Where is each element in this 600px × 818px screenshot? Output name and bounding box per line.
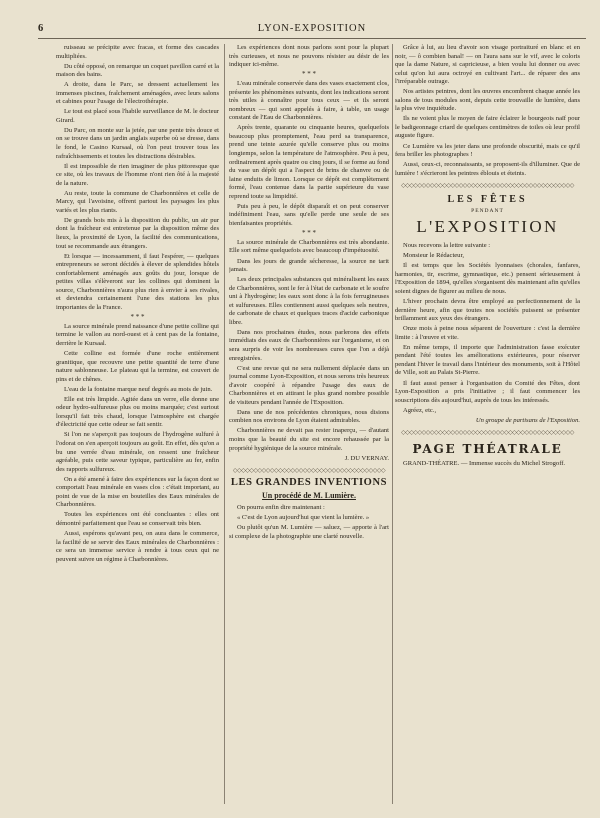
fetes-heading: LES FÊTES xyxy=(447,194,528,206)
paragraph: Du Parc, on monte sur la jetée, par une pente très douce et on se trouve dans un jardin anglais superbe où se dresse, dans le fond, le Casino Kursaal, où l'on peut trouver tous les rafraîchissements et toutes les distractions désirables. xyxy=(56,126,219,160)
paragraph: Du côté opposé, on remarque un coquet pavillon carré et la maison des bains. xyxy=(56,62,219,79)
inventions-article xyxy=(229,504,389,541)
column-2 xyxy=(229,44,389,808)
paragraph: Agréez, etc., xyxy=(403,406,437,414)
charbonnieres-article-part1 xyxy=(56,44,219,312)
ornamental-divider: ◇◇◇◇◇◇◇◇◇◇◇◇◇◇◇◇◇◇◇◇◇◇◇◇◇◇◇◇◇◇◇◇◇◇◇◇◇ xyxy=(232,468,386,475)
paragraph: On pourra enfin dire maintenant : xyxy=(237,504,325,512)
journal-title: LYON-EXPOSITION xyxy=(257,22,367,34)
paragraph: Dans une de nos précédentes chroniques, nous disions combien nos environs de Lyon étaient admirables. xyxy=(229,408,389,425)
paragraph: Au reste, toute la commune de Charbonnières et celle de Marcy, qui l'avoisine, offrent partout les paysages les plus variés et les plus riants. xyxy=(56,189,219,214)
paragraph: On a été amené à faire des expériences sur la façon dont se comportait l'eau minérale en vases clos : c'était important, au point de vue de la mise en bouteilles des Eaux minérales de Charbonnières. xyxy=(56,475,219,509)
column-3 xyxy=(395,44,580,808)
inventions-heading: LES GRANDES INVENTIONS xyxy=(230,477,388,489)
paragraph: Après trente, quarante ou cinquante heures, quelquefois beaucoup plus promptement, l'eau perd sa transparence, prend une teinte azurée qu'elle conserve plus ou moins longtemps, selon la température de l'atmosphère. Peu à peu, ordinairement après quatre ou cinq jours, il se forme au fond du vase un dépôt qui a l'aspect de brins de chanvre ou de laine enduits de limon. Lorsque ce dépôt est complètement formé, l'eau contenue dans la partie supérieure du vase reprend toute sa limpidité. xyxy=(229,124,389,200)
section-asterism: * * * xyxy=(302,228,316,237)
paragraph: Il faut aussi penser à l'organisation du Comité des Fêtes, dont Lyon-Exposition a pris l'initiative ; il faut commencer les souscriptions dès aujourd'hui, auprès de tous les intéressés. xyxy=(395,379,580,404)
letter-signature: Un groupe de partisans de l'Exposition. xyxy=(475,416,580,424)
paragraph: Ou plutôt qu'un M. Lumière — saluez, — apporte à l'art si complexe de la photographie une clarté nouvelle. xyxy=(229,524,389,540)
page-header xyxy=(38,18,586,39)
paragraph: La source minérale prend naissance d'une petite colline qui termine le vallon au nord-ouest et à cent pas de la fontaine, derrière le Kursaal. xyxy=(56,322,219,347)
paragraph: En même temps, il importe que l'administration fasse exécuter pendant l'été toutes les améliorations extérieures, pour réserver pendant l'hiver le travail dans l'intérieur des monuments, soit à l'Hôtel de Ville, soit au Palais St-Pierre. xyxy=(395,343,580,377)
fetes-exposition-title: L'EXPOSITION xyxy=(416,217,559,237)
column-1 xyxy=(56,44,219,808)
paragraph: Ce Lumière va les jeter dans une profonde obscurité, mais ce qu'il fera briller les photographes ! xyxy=(395,142,580,159)
paragraph: Monsieur le Rédacteur, xyxy=(403,252,465,260)
paragraph: De grands bois mis à la disposition du public, un air pur dont la fraîcheur est entretenue par la disposition même des lieux, la proximité de Lyon, la facilité des communications, tout se recommande aux étrangers. xyxy=(56,216,219,250)
paragraph: Les expériences dont nous parlons sont pour la plupart très curieuses, et nous ne pouvons résister au désir de les indiquer ici-même. xyxy=(229,44,389,69)
paragraph: Le tout est placé sous l'habile surveillance de M. le docteur Girard. xyxy=(56,108,219,124)
inventions-subheading: Un procédé de M. Lumière. xyxy=(262,490,356,500)
ornamental-divider: ◇◇◇◇◇◇◇◇◇◇◇◇◇◇◇◇◇◇◇◇◇◇◇◇◇◇◇◇◇◇◇◇◇◇◇◇◇◇◇◇◇◇ xyxy=(401,430,574,437)
ornamental-divider: ◇◇◇◇◇◇◇◇◇◇◇◇◇◇◇◇◇◇◇◇◇◇◇◇◇◇◇◇◇◇◇◇◇◇◇◇◇◇◇◇◇◇ xyxy=(401,183,574,190)
charbonnieres-article-part5 xyxy=(229,239,389,453)
article-signature: J. DU VERNAY. xyxy=(344,454,389,462)
paragraph: Grâce à lui, au lieu d'avoir son visage portraituré en blanc et en noir, — ô combien banal! — on l'aura sans sur le vif, avec le coloris que la dame Nature, si capricieuse, a bien voulu lui donner ou avec celui qu'on lui aura octroyé en cultivant l'art... de réparer des ans l'irréparable outrage. xyxy=(395,44,580,86)
paragraph: Ils ne voient plus le moyen de faire éclairer le bourgeois naïf pour le badigeonnage criard de quelques centimètres de toiles où leur profil auguste figure. xyxy=(395,115,580,140)
fetes-letter xyxy=(395,242,580,415)
paragraph: L'eau minérale conservée dans des vases exactement clos, présente les phénomènes suivants, dont les indications seront très utiles à connaître pour tous ceux — et ils seront nombreux — qui sont appelés à faire, à table, un usage constant de l'Eau de Charbonnières. xyxy=(229,80,389,122)
paragraph: C'est une revue qui ne sera nullement déplacée dans un journal comme Lyon-Exposition, et nous serons très heureux d'avoir coopéré à répandre l'usage des eaux de Charbonnières et en attirant le plus grand nombre possible de visiteurs pendant l'année de l'Exposition. xyxy=(229,364,389,406)
paragraph: Nous recevons la lettre suivante : xyxy=(403,242,491,250)
inventions-article-cont xyxy=(395,44,580,178)
theatre-line: GRAND-THÉATRE. — Immense succès du Michel Strogoff. xyxy=(403,459,566,467)
paragraph: Charbonnières ne devait pas rester inaperçu, — d'autant moins que la beauté du site est encore rehaussée par la propriété hygiénique de la source minérale. xyxy=(229,427,389,452)
paragraph: Elle est très limpide. Agitée dans un verre, elle donne une odeur hydro-sulfureuse plus ou moins marquée; c'est surtout lorsqu'il fait très chaud, lorsque l'atmosphère est chargée d'électricité que cette odeur se fait sentir. xyxy=(56,395,219,429)
paragraph: Aussi, espérons qu'avant peu, on aura dans le commerce, la facilité de se servir des Eaux minérales de Charbonnières : ce sera un immense service à rendre à tous ceux qui ne peuvent suivre un régime à Charbonnières. xyxy=(56,529,219,563)
page-number: 6 xyxy=(38,22,44,34)
column-rule xyxy=(224,44,225,804)
paragraph: Il est impossible de rien imaginer de plus pittoresque que ce site, où les travaux de l'homme n'ont rien ôté à la majesté de la nature. xyxy=(56,162,219,187)
section-asterism: * * * xyxy=(130,312,145,321)
paragraph: L'hiver prochain devra être employé au perfectionnement de la dernière heure, afin que toutes nos sociétés puissent se présenter brillamment aux yeux des étrangers. xyxy=(395,298,580,323)
column-rule xyxy=(392,44,393,804)
section-asterism: * * * xyxy=(302,70,316,79)
fetes-pendant: PENDANT xyxy=(471,207,504,214)
paragraph: A droite, dans le Parc, se dressent actuellement les immenses piscines, fraîchement aménagées, avec leurs salons et cabines pour l'usage de l'électrothérapie. xyxy=(56,81,219,106)
paragraph: La source minérale de Charbonnières est très abondante. Elle sort même quelquefois avec beaucoup d'impétuosité. xyxy=(229,238,389,255)
paragraph: « C'est de Lyon aujourd'hui que vient la lumière. » xyxy=(237,514,370,522)
paragraph: Et lorsque — incessamment, il faut l'espérer, — quelques entrepreneurs se seront décidés à élever de splendides hôtels confortablement aménagés aux goûts du jour, lorsque de petites villas s'élèveront sur les collines qui dominent la source, Charbonnières n'aura plus rien à envier à ses rivales, et deviendra certainement l'une des stations les plus importantes de la France. xyxy=(56,252,219,311)
charbonnieres-article-part4 xyxy=(229,80,389,228)
paragraph: Toutes les expériences ont été concluantes : elles ont démontré parfaitement que l'eau se conservait très bien. xyxy=(56,511,219,527)
paragraph: Nos artistes peintres, dont les œuvres encombrent chaque année les salons de tous modules sont, depuis cette trouvaille de lumière, dans la plus vive inquiétude. xyxy=(395,88,580,113)
charbonnieres-article-part3 xyxy=(229,44,389,70)
paragraph: Onze mois à peine nous séparent de l'ouverture : c'est la dernière limite : à l'œuvre et vite. xyxy=(395,325,580,341)
paragraph: Il est temps que les Sociétés lyonnaises (chorales, fanfares, harmonies, tir, escrime, gymnastique, etc.) pensent sérieusement à l'Exposition de 1894, qu'elles s'organisent dès maintenant afin qu'elles soient dignes de figurer au milieu de nous. xyxy=(395,262,580,296)
paragraph: Aussi, ceux-ci, reconnaissants, se proposent-ils d'illuminer. Que de lumière ! s'écrieront les peintres éblouis et éteints. xyxy=(395,161,580,177)
theatre-heading: PAGE THÉATRALE xyxy=(412,442,563,457)
paragraph: Dans nos prochaines études, nous parlerons des effets immédiats des eaux de Charbonnières sur l'organisme, et on sera surpris de voir les nombreuses cures que l'on a déjà enregistrées. xyxy=(229,328,389,362)
paragraph: ruisseau se précipite avec fracas, et forme des cascades multipliées. xyxy=(56,44,219,60)
paragraph: Si l'on ne s'aperçoit pas toujours de l'hydrogène sulfuré à l'odorat on s'en aperçoit toujours au goût. En effet, dès qu'on a bu une verrée d'eau minérale, on ressent une fraîcheur agréable, puis cette saveur typique, particulière au fer, enfin des rapports sulfureux. xyxy=(56,431,219,473)
paragraph: Les deux principales substances qui minéralisent les eaux de Charbonnières, sont le fer à l'état de carbonate et le soufre uni à l'hydrogène; les eaux sont donc à la fois ferrugineuses et sulfureuses. Elles contiennent aussi quelques sels neutres, de carbonate de chaux et quelques traces d'acide carbonique libre. xyxy=(229,276,389,326)
paragraph: L'eau de la fontaine marque neuf degrés au mois de juin. xyxy=(64,385,213,393)
paragraph: Puis peu à peu, le dépôt disparaît et on peut conserver indéfiniment l'eau, sans qu'elle perde une seule de ses bienfaisantes propriétés. xyxy=(229,202,389,227)
paragraph: Cette colline est formée d'une roche entièrement granitique, que recouvre une petite quantité de terre d'une nature sablonneuse. Le plateau qui la termine, est couvert de pins et de chênes. xyxy=(56,350,219,383)
paragraph: Dans les jours de grande sécheresse, la source ne tarit jamais. xyxy=(229,257,389,274)
charbonnieres-article-part2 xyxy=(56,323,219,564)
